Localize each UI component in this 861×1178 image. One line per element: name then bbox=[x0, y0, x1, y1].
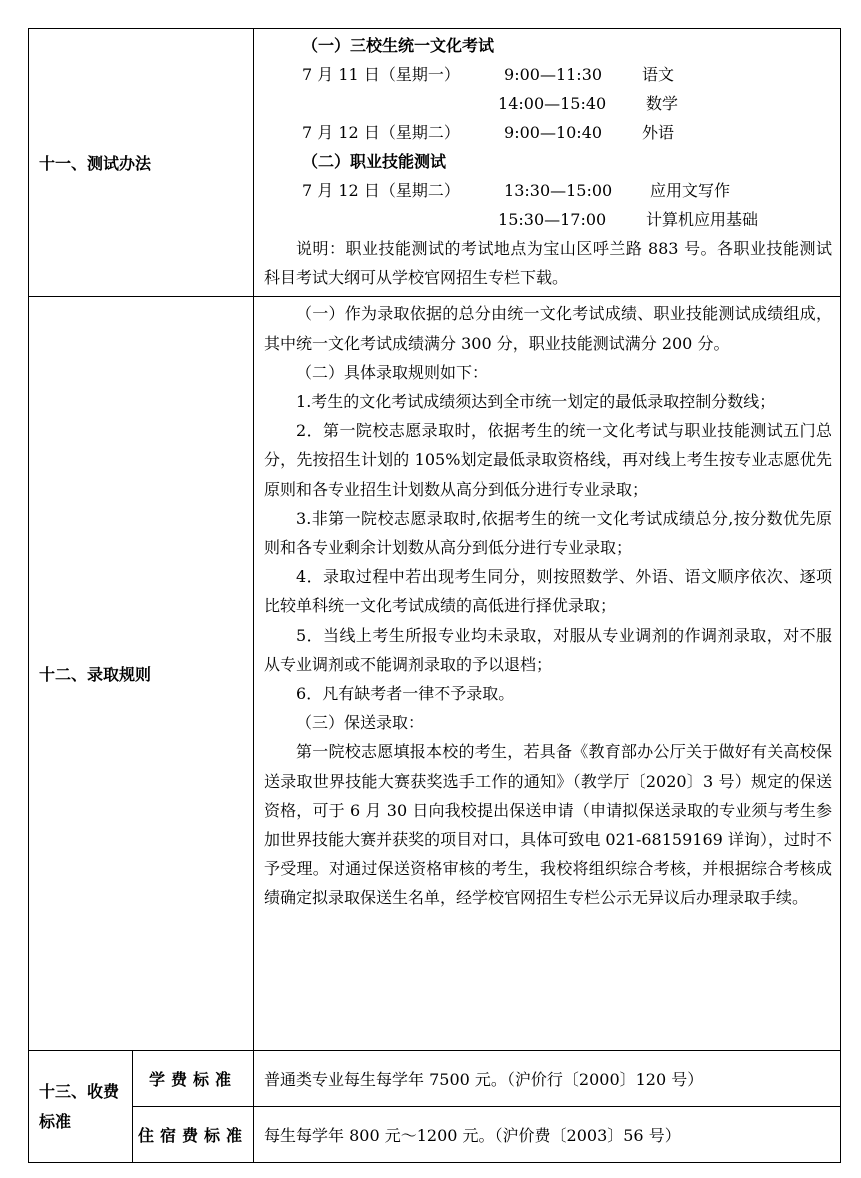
rule-paragraph: 4．录取过程中若出现考生同分，则按照数学、外语、语文顺序依次、逐项比较单科统一文化考试成绩的高低进行择优录取； bbox=[264, 567, 833, 616]
section-12-row bbox=[29, 297, 841, 1051]
exam-row-1 bbox=[264, 60, 832, 89]
exam-time: 9:00—10:40 bbox=[504, 123, 603, 142]
rule-paragraph: 3.非第一院校志愿录取时,依据考生的统一文化考试成绩总分,按分数优先原则和各专业剩余计划数从高分到低分进行专业录取； bbox=[264, 508, 833, 558]
exam-time: 13:30—15:00 bbox=[504, 181, 613, 200]
section-11-content bbox=[254, 29, 841, 297]
exam-row-2 bbox=[264, 89, 832, 118]
rule-paragraph: （二）具体录取规则如下： bbox=[296, 362, 489, 382]
admission-info-table bbox=[28, 28, 841, 1163]
dorm-value: 每生每学年 800 元～1200 元。（沪价费〔2003〕56 号） bbox=[254, 1107, 841, 1163]
section-11-row bbox=[29, 29, 841, 297]
rule-paragraph: 5．当线上考生所报专业均未录取，对服从专业调剂的作调剂录取，对不服从专业调剂或不能调剂录取的予以退档； bbox=[264, 625, 833, 674]
exam-row-5 bbox=[264, 205, 832, 234]
rule-paragraph: 2．第一院校志愿录取时，依据考生的统一文化考试与职业技能测试五门总分，先按招生计划的 105%划定最低录取资格线，再对线上考生按专业志愿优先原则和各专业招生计划数从高分到低分进行专业录取； bbox=[264, 421, 833, 499]
rule-paragraph: 1.考生的文化考试成绩须达到全市统一划定的最低录取控制分数线； bbox=[296, 392, 776, 412]
exam-row-4 bbox=[264, 176, 832, 205]
exam-date: 7 月 12 日（星期二） bbox=[302, 181, 460, 200]
exam-heading-skills: （二）职业技能测试 bbox=[302, 152, 447, 171]
exam-subject: 应用文写作 bbox=[650, 181, 731, 200]
exam-note: 说明：职业技能测试的考试地点为宝山区呼兰路 883 号。各职业技能测试科目考试大纲可从学校官网招生专栏下载。 bbox=[264, 239, 833, 288]
rule-paragraph: 6．凡有缺考者一律不予录取。 bbox=[296, 684, 515, 704]
exam-subject: 数学 bbox=[646, 94, 679, 113]
section-13-label bbox=[29, 1051, 133, 1163]
exam-time: 14:00—15:40 bbox=[498, 94, 607, 113]
rule-paragraph: （三）保送录取： bbox=[296, 713, 425, 733]
exam-date: 7 月 11 日（星期一） bbox=[302, 65, 460, 84]
section-12-content bbox=[254, 297, 841, 1051]
rule-paragraph: 第一院校志愿填报本校的考生，若具备《教育部办公厅关于做好有关高校保送录取世界技能大赛获奖选手工作的通知》（教学厅〔2020〕3 号）规定的保送资格，可于 6 月 30 日向我校提出保送申请（申请拟保送录取的专业须与考生参加世界技能大赛并获奖的项目对口，具体可致电 021-68159169 详询），过时不予受理。对通过保送资格审核的考生，我校将组织综合考核，并根据综合考核成绩确定拟录取保送生名单，经学校官网招生专栏公示无异议后办理录取手续。 bbox=[264, 742, 833, 908]
tuition-label: 学费标准 bbox=[133, 1051, 254, 1107]
exam-time: 15:30—17:00 bbox=[498, 210, 607, 229]
exam-date: 7 月 12 日（星期二） bbox=[302, 123, 460, 142]
rule-paragraph: （一）作为录取依据的总分由统一文化考试成绩、职业技能测试成绩组成，其中统一文化考试成绩满分 300 分，职业技能测试满分 200 分。 bbox=[264, 304, 833, 353]
exam-subject: 外语 bbox=[642, 123, 675, 142]
exam-time: 9:00—11:30 bbox=[504, 65, 603, 84]
exam-subject: 计算机应用基础 bbox=[646, 210, 759, 229]
tuition-value: 普通类专业每生每学年 7500 元。（沪价行〔2000〕120 号） bbox=[254, 1051, 841, 1107]
section-13-label-line1: 十三、收费 bbox=[39, 1081, 120, 1101]
section-13-row-tuition bbox=[29, 1051, 841, 1107]
exam-row-3 bbox=[264, 118, 832, 147]
section-13-label-line2: 标准 bbox=[39, 1111, 72, 1131]
exam-heading-culture: （一）三校生统一文化考试 bbox=[302, 36, 495, 55]
section-11-label: 十一、测试办法 bbox=[29, 29, 254, 297]
exam-subject: 语文 bbox=[642, 65, 675, 84]
section-12-label: 十二、录取规则 bbox=[29, 297, 254, 1051]
dorm-label: 住宿费标准 bbox=[133, 1107, 254, 1163]
section-13-row-dorm bbox=[29, 1107, 841, 1163]
